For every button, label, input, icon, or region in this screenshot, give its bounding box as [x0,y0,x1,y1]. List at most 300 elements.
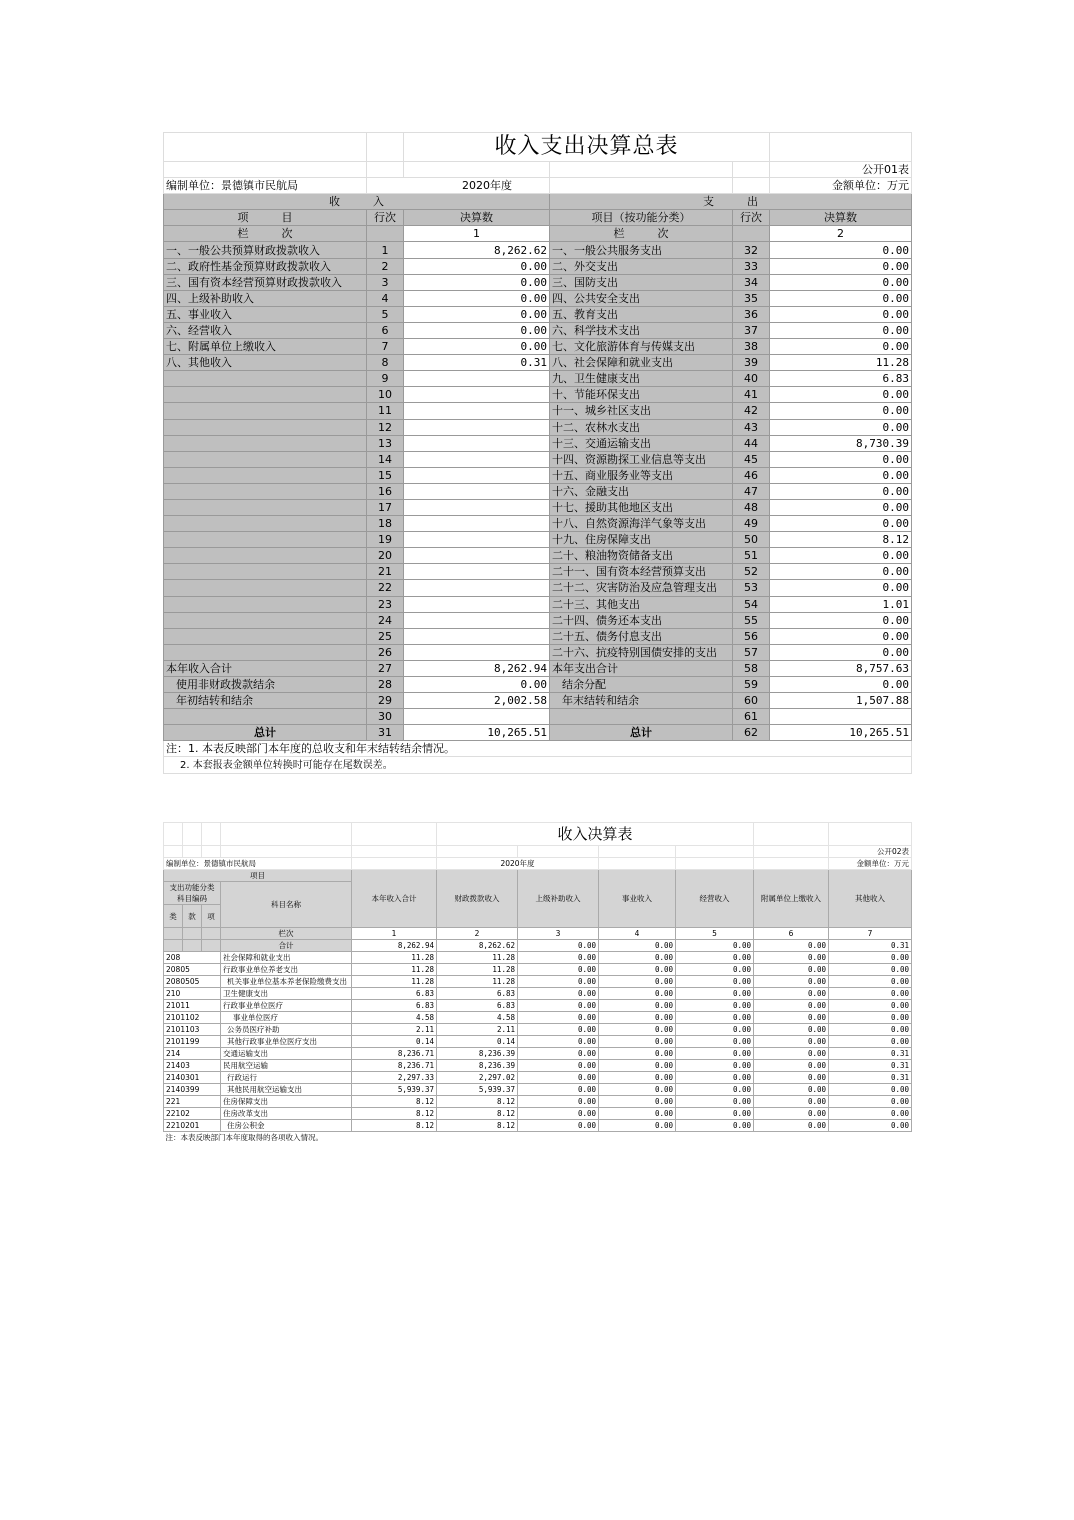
subject-code: 210 [164,988,221,1000]
expense-item-name: 年末结转和结余 [550,693,733,709]
expense-item-name: 七、文化旅游体育与传媒支出 [550,339,733,355]
income-amount: 10,265.51 [404,725,550,741]
col-amount: 决算数 [404,210,550,226]
col-number: 3 [518,928,599,940]
expense-item-name: 四、公共安全支出 [550,290,733,306]
amount-cell: 0.00 [599,1012,676,1024]
expense-line-no: 52 [733,564,770,580]
amount-cell: 8.12 [437,1108,518,1120]
expense-line-no: 45 [733,451,770,467]
col-number: 1 [404,226,550,242]
lei-header: 类 [164,905,183,928]
amount-cell: 0.00 [829,1120,912,1132]
amount-cell: 0.00 [518,1108,599,1120]
expense-amount: 6.83 [770,371,912,387]
expense-line-no: 57 [733,644,770,660]
expense-amount: 8,730.39 [770,435,912,451]
row-label: 栏 次 [164,226,367,242]
table-row [164,371,912,387]
subject-name: 住房公积金 [221,1120,352,1132]
expense-amount: 0.00 [770,274,912,290]
income-expense-summary-table [163,132,912,774]
income-amount [404,483,550,499]
income-line-no: 14 [367,451,404,467]
subject-code: 2101102 [164,1012,221,1024]
amount-cell: 0.00 [599,1060,676,1072]
income-item-name [164,451,367,467]
expense-item-name: 总计 [550,725,733,741]
expense-item-name: 二十一、国有资本经营预算支出 [550,564,733,580]
income-item-name [164,709,367,725]
expense-item-name: 九、卫生健康支出 [550,371,733,387]
amount-cell: 0.00 [518,1036,599,1048]
expense-amount: 0.00 [770,339,912,355]
expense-amount: 11.28 [770,355,912,371]
income-amount: 0.00 [404,258,550,274]
expense-line-no: 55 [733,612,770,628]
expense-amount: 10,265.51 [770,725,912,741]
row-label: 栏 次 [550,226,733,242]
expense-item-name: 十一、城乡社区支出 [550,403,733,419]
expense-amount: 0.00 [770,403,912,419]
income-amount: 0.00 [404,274,550,290]
income-line-no: 1 [367,242,404,258]
income-line-no: 26 [367,644,404,660]
expense-line-no: 51 [733,548,770,564]
amount-cell: 6.83 [352,988,437,1000]
table-row [164,387,912,403]
kuan-header: 款 [183,905,202,928]
total-value: 0.00 [676,940,754,952]
expense-line-no: 36 [733,306,770,322]
footnote: 注：本表反映部门本年度取得的各项收入情况。 [165,1133,323,1142]
amount-cell: 8.12 [437,1120,518,1132]
col-header: 其他收入 [829,870,912,928]
amount-cell: 0.00 [676,1060,754,1072]
table-row [164,242,912,258]
subject-name: 卫生健康支出 [221,988,352,1000]
total-value: 8,262.62 [437,940,518,952]
expense-line-no: 43 [733,419,770,435]
income-item-name: 二、政府性基金预算财政拨款收入 [164,258,367,274]
income-amount [404,467,550,483]
income-amount: 2,002.58 [404,693,550,709]
amount-cell: 0.00 [518,1060,599,1072]
income-item-name: 总计 [164,725,367,741]
expense-item-name: 一、一般公共服务支出 [550,242,733,258]
amount-cell: 0.00 [518,964,599,976]
expense-amount: 0.00 [770,419,912,435]
col-number: 5 [676,928,754,940]
amount-cell: 4.58 [437,1012,518,1024]
amount-cell: 0.00 [518,1096,599,1108]
subject-name: 其他行政事业单位医疗支出 [221,1036,352,1048]
income-item-name [164,403,367,419]
income-item-name [164,371,367,387]
income-amount [404,548,550,564]
expense-line-no: 32 [733,242,770,258]
table-row [164,1096,912,1108]
income-line-no: 30 [367,709,404,725]
expense-item-name: 二十四、债务还本支出 [550,612,733,628]
col-number: 2 [437,928,518,940]
amount-cell: 0.00 [754,1096,829,1108]
subject-name-header: 科目名称 [221,882,352,928]
expense-line-no: 48 [733,499,770,515]
amount-cell: 0.00 [829,1084,912,1096]
amount-cell: 0.00 [829,976,912,988]
income-item-name [164,596,367,612]
income-statement-table [163,822,912,1143]
expense-line-no: 44 [733,435,770,451]
amount-cell: 8.12 [437,1096,518,1108]
income-item-name [164,548,367,564]
subject-name: 行政事业单位医疗 [221,1000,352,1012]
amount-cell: 0.00 [754,1048,829,1060]
income-item-name [164,435,367,451]
income-item-name: 六、经营收入 [164,322,367,338]
income-item-name: 五、事业收入 [164,306,367,322]
expense-item-name: 结余分配 [550,677,733,693]
expense-line-no: 40 [733,371,770,387]
income-line-no: 13 [367,435,404,451]
amount-cell: 11.28 [437,952,518,964]
income-amount [404,612,550,628]
expense-amount: 1.01 [770,596,912,612]
table-row [164,419,912,435]
income-line-no: 3 [367,274,404,290]
income-item-name [164,499,367,515]
table-row [164,339,912,355]
expense-amount: 0.00 [770,290,912,306]
income-amount: 0.00 [404,322,550,338]
expense-amount [770,709,912,725]
amount-cell: 0.00 [754,1084,829,1096]
col-header: 事业收入 [599,870,676,928]
form-code: 公开01表 [770,162,912,178]
income-line-no: 25 [367,628,404,644]
expense-line-no: 49 [733,516,770,532]
table-row [164,532,912,548]
amount-cell: 6.83 [437,1000,518,1012]
amount-cell: 0.00 [676,952,754,964]
amount-cell: 0.00 [518,1120,599,1132]
income-item-name: 本年收入合计 [164,660,367,676]
expense-line-no: 61 [733,709,770,725]
income-line-no: 24 [367,612,404,628]
amount-cell: 0.00 [518,1072,599,1084]
amount-cell: 0.00 [754,964,829,976]
amount-cell: 0.00 [829,988,912,1000]
income-item-name [164,564,367,580]
table-row [164,516,912,532]
income-amount [404,499,550,515]
table-row [164,1048,912,1060]
total-row [164,725,912,741]
table-row [164,693,912,709]
income-header: 收 入 [164,194,550,210]
amount-cell: 4.58 [352,1012,437,1024]
col-item: 项 目 [164,210,367,226]
amount-cell: 0.00 [829,1000,912,1012]
amount-cell: 0.00 [599,1108,676,1120]
amount-cell: 8.12 [352,1096,437,1108]
table-row [164,467,912,483]
amount-cell: 0.00 [599,1072,676,1084]
amount-cell: 2,297.33 [352,1072,437,1084]
expense-line-no: 53 [733,580,770,596]
income-line-no: 15 [367,467,404,483]
expense-amount: 0.00 [770,387,912,403]
amount-cell: 0.00 [676,1024,754,1036]
amount-cell: 6.83 [437,988,518,1000]
income-amount: 0.00 [404,339,550,355]
income-line-no: 18 [367,516,404,532]
amount-cell: 0.00 [754,1024,829,1036]
table-row [164,1120,912,1132]
amount-cell: 0.00 [518,1048,599,1060]
expense-item-name: 十六、金融支出 [550,483,733,499]
col-header: 上级补助收入 [518,870,599,928]
income-item-name: 三、国有资本经营预算财政拨款收入 [164,274,367,290]
form-code: 公开02表 [829,846,912,858]
amount-cell: 0.00 [754,952,829,964]
table-row [164,483,912,499]
amount-cell: 0.00 [676,1120,754,1132]
table-row [164,644,912,660]
expense-amount: 0.00 [770,644,912,660]
income-line-no: 16 [367,483,404,499]
amount-cell: 6.83 [352,1000,437,1012]
footnote: 注：1. 本表反映部门本年度的总收支和年末结转结余情况。 [164,741,912,757]
amount-cell: 0.00 [599,1096,676,1108]
table-row [164,403,912,419]
income-amount: 0.00 [404,306,550,322]
income-amount [404,709,550,725]
amount-cell: 0.00 [599,1024,676,1036]
expense-amount: 1,507.88 [770,693,912,709]
subject-name: 公务员医疗补助 [221,1024,352,1036]
subject-code: 20805 [164,964,221,976]
expense-line-no: 54 [733,596,770,612]
amount-cell: 8.12 [352,1120,437,1132]
income-line-no: 23 [367,596,404,612]
income-item-name [164,612,367,628]
table-row [164,564,912,580]
xiang-header: 项 [202,905,221,928]
income-line-no: 17 [367,499,404,515]
subject-name: 民用航空运输 [221,1060,352,1072]
subject-name: 住房改革支出 [221,1108,352,1120]
amount-cell: 0.00 [676,1012,754,1024]
fiscal-year: 2020年度 [437,858,599,870]
page-title: 收入支出决算总表 [404,133,770,162]
expense-amount: 0.00 [770,612,912,628]
expense-item-name: 二十二、灾害防治及应急管理支出 [550,580,733,596]
amount-cell: 0.00 [518,988,599,1000]
col-number: 6 [754,928,829,940]
income-line-no: 8 [367,355,404,371]
table-row [164,1012,912,1024]
income-item-name [164,467,367,483]
col-number: 4 [599,928,676,940]
total-value: 0.00 [518,940,599,952]
subject-code: 214 [164,1048,221,1060]
income-item-name [164,516,367,532]
income-line-no: 21 [367,564,404,580]
expense-amount: 0.00 [770,628,912,644]
subject-code: 22102 [164,1108,221,1120]
subject-code: 2210201 [164,1120,221,1132]
column-number-row [164,928,912,940]
income-item-name [164,483,367,499]
table-row [164,1084,912,1096]
amount-cell: 0.00 [518,952,599,964]
income-amount [404,419,550,435]
income-amount [404,371,550,387]
income-amount [404,596,550,612]
income-line-no: 11 [367,403,404,419]
expense-line-no: 58 [733,660,770,676]
income-amount: 8,262.94 [404,660,550,676]
table-row [164,976,912,988]
expense-item-name: 十五、商业服务业等支出 [550,467,733,483]
expense-line-no: 41 [733,387,770,403]
amount-cell: 0.00 [676,1096,754,1108]
income-item-name [164,387,367,403]
amount-cell: 8,236.39 [437,1048,518,1060]
subject-code: 2080505 [164,976,221,988]
income-line-no: 5 [367,306,404,322]
amount-cell: 0.14 [437,1036,518,1048]
income-item-name [164,644,367,660]
amount-cell: 0.00 [754,1120,829,1132]
income-amount [404,403,550,419]
expense-line-no: 35 [733,290,770,306]
income-item-name: 年初结转和结余 [164,693,367,709]
expense-amount: 0.00 [770,516,912,532]
income-amount: 0.00 [404,677,550,693]
income-line-no: 4 [367,290,404,306]
expense-line-no: 39 [733,355,770,371]
amount-cell: 0.00 [599,964,676,976]
table-row [164,499,912,515]
amount-cell: 0.00 [754,976,829,988]
income-line-no: 2 [367,258,404,274]
table-row [164,709,912,725]
expense-item-name: 二十三、其他支出 [550,596,733,612]
amount-cell: 0.00 [676,1108,754,1120]
amount-cell: 0.00 [518,1024,599,1036]
amount-cell: 11.28 [352,964,437,976]
amount-cell: 0.00 [599,952,676,964]
expense-line-no: 34 [733,274,770,290]
income-line-no: 29 [367,693,404,709]
expense-amount: 0.00 [770,548,912,564]
income-line-no: 31 [367,725,404,741]
expense-item-name: 十三、交通运输支出 [550,435,733,451]
amount-cell: 8,236.71 [352,1060,437,1072]
amount-cell: 11.28 [437,964,518,976]
subject-code: 2140301 [164,1072,221,1084]
table-row [164,435,912,451]
amount-cell: 8,236.39 [437,1060,518,1072]
table-row [164,677,912,693]
amount-cell: 0.00 [754,988,829,1000]
income-item-name [164,580,367,596]
total-value: 8,262.94 [352,940,437,952]
table-row [164,952,912,964]
amount-cell: 0.00 [829,1108,912,1120]
table-row [164,1108,912,1120]
table-row [164,306,912,322]
row-label: 栏次 [221,928,352,940]
amount-cell: 0.00 [754,1072,829,1084]
expense-item-name: 三、国防支出 [550,274,733,290]
income-item-name [164,532,367,548]
col-line: 行次 [733,210,770,226]
expense-line-no: 33 [733,258,770,274]
amount-cell: 0.00 [754,1060,829,1072]
project-header: 项目 [164,870,352,882]
income-item-name: 使用非财政拨款结余 [164,677,367,693]
income-item-name: 四、上级补助收入 [164,290,367,306]
total-value: 0.00 [599,940,676,952]
expense-line-no: 50 [733,532,770,548]
table-row [164,355,912,371]
expense-item-name: 十二、农林水支出 [550,419,733,435]
table-row [164,1000,912,1012]
subject-name: 住房保障支出 [221,1096,352,1108]
amount-cell: 11.28 [352,952,437,964]
expense-amount: 8,757.63 [770,660,912,676]
subject-code: 21011 [164,1000,221,1012]
table-row [164,1036,912,1048]
col-header: 财政拨款收入 [437,870,518,928]
amount-cell: 0.00 [599,1000,676,1012]
income-line-no: 10 [367,387,404,403]
income-line-no: 6 [367,322,404,338]
amount-unit: 金额单位：万元 [770,178,912,194]
subject-name: 事业单位医疗 [221,1012,352,1024]
income-amount: 8,262.62 [404,242,550,258]
table-row [164,660,912,676]
amount-cell: 0.00 [754,1108,829,1120]
amount-cell: 0.00 [829,964,912,976]
col-line: 行次 [367,210,404,226]
expense-amount: 0.00 [770,258,912,274]
income-amount [404,532,550,548]
amount-cell: 0.00 [676,1084,754,1096]
expense-amount: 0.00 [770,483,912,499]
income-line-no: 9 [367,371,404,387]
income-item-name: 八、其他收入 [164,355,367,371]
expense-amount: 0.00 [770,564,912,580]
amount-cell: 0.00 [754,1036,829,1048]
expense-amount: 0.00 [770,451,912,467]
amount-cell: 0.00 [829,952,912,964]
subject-code: 2101103 [164,1024,221,1036]
income-amount [404,387,550,403]
amount-cell: 0.00 [599,988,676,1000]
expense-item-name: 十七、援助其他地区支出 [550,499,733,515]
amount-cell: 0.00 [518,1084,599,1096]
subject-name: 行政运行 [221,1072,352,1084]
income-line-no: 22 [367,580,404,596]
amount-cell: 0.31 [829,1048,912,1060]
amount-cell: 0.00 [599,1048,676,1060]
amount-cell: 8.12 [352,1108,437,1120]
